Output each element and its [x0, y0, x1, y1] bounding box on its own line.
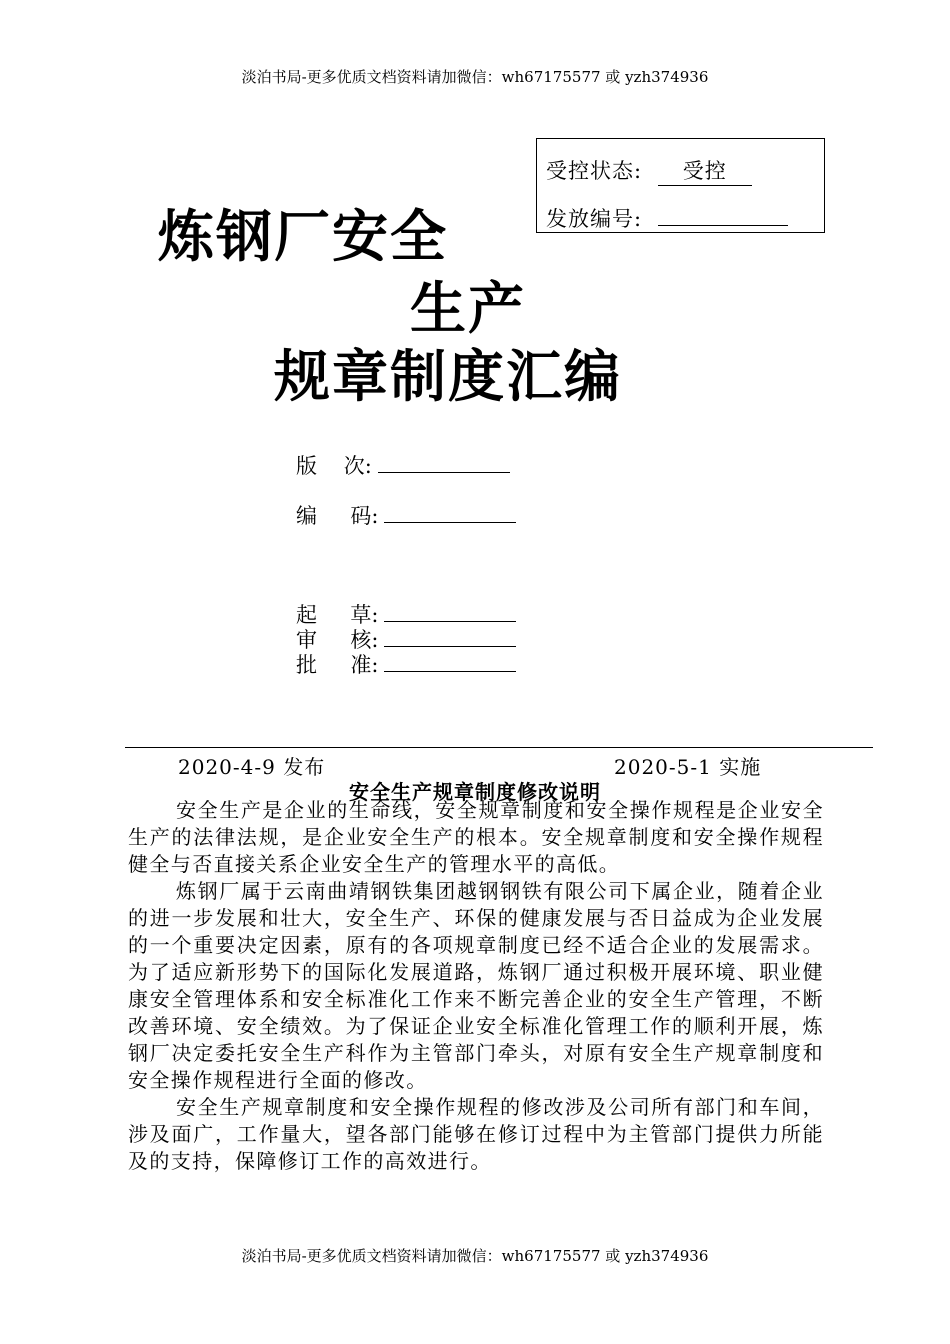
title-line-2: 生产 — [410, 277, 526, 342]
effective-date: 2020-5-1 实施 — [614, 755, 762, 779]
control-status-value: 受控 — [658, 155, 752, 186]
body-paragraph-1: 安全生产是企业的生命线，安全规章制度和安全操作规程是企业安全生产的法律法规，是企业安全生产的根本。安全规章制度和安全操作规程健全与否直接关系企业安全生产的管理水平的高低。 — [128, 798, 824, 876]
draft-label: 起 草: — [296, 603, 379, 627]
header-watermark: 淡泊书局-更多优质文档资料请加微信：wh67175577 或 yzh374936 — [241, 68, 709, 86]
code-label: 编 码: — [296, 504, 379, 528]
approve-label: 批 准: — [296, 653, 379, 677]
body-paragraph-3: 安全生产规章制度和安全操作规程的修改涉及公司所有部门和车间，涉及面广，工作量大，望各部门能够在修订过程中为主管部门提供力所能及的支持，保障修订工作的高效进行。 — [128, 1095, 824, 1173]
title-line-1: 炼钢厂安全 — [158, 205, 448, 270]
review-label: 审 核: — [296, 628, 379, 652]
body-paragraph-2: 炼钢厂属于云南曲靖钢铁集团越钢钢铁有限公司下属企业，随着企业的进一步发展和壮大，安全生产、环保的健康发展与否日益成为企业发展的一个重要决定因素，原有的各项规章制度已经不适合企业的发展需求。为了适应新形势下的国际化发展道路，炼钢厂通过积极开展环境、职业健康安全管理体系和安全标准化工作来不断完善企业的安全生产管理，不断改善环境、安全绩效。为了保证企业安全标准化管理工作的顺利开展，炼钢厂决定委托安全生产科作为主管部门牵头，对原有安全生产规章制度和安全操作规程进行全面的修改。 — [128, 879, 824, 1092]
control-status-label: 受控状态: — [546, 159, 643, 183]
section-heading: 安全生产规章制度修改说明 — [349, 780, 601, 804]
control-status-row — [546, 155, 752, 186]
approve-field — [296, 649, 516, 679]
date-separator-line — [125, 747, 873, 748]
issue-number-row — [546, 203, 788, 233]
footer-watermark: 淡泊书局-更多优质文档资料请加微信：wh67175577 或 yzh374936 — [241, 1247, 709, 1265]
issue-number-label: 发放编号: — [546, 207, 643, 231]
edition-field — [296, 450, 510, 480]
edition-blank — [378, 471, 510, 473]
review-blank — [384, 645, 516, 647]
draft-blank — [384, 620, 516, 622]
publish-date: 2020-4-9 发布 — [178, 755, 326, 779]
approve-blank — [384, 670, 516, 672]
edition-label: 版 次: — [296, 454, 372, 478]
control-status-box — [536, 138, 825, 233]
issue-number-value — [658, 203, 788, 226]
code-blank — [384, 521, 516, 523]
code-field — [296, 500, 516, 530]
title-line-3: 规章制度汇编 — [274, 345, 622, 410]
